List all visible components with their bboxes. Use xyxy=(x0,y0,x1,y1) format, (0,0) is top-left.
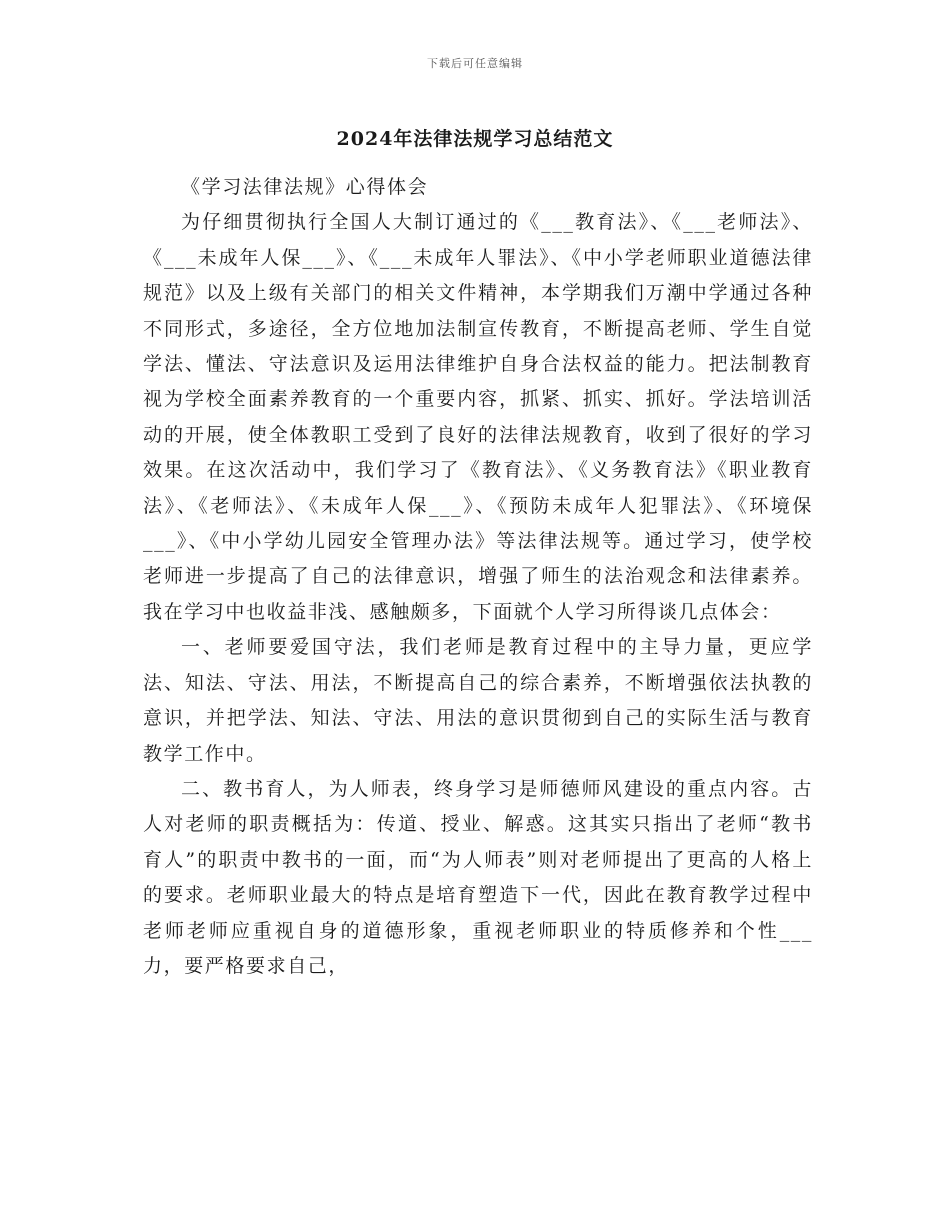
paragraph-intro: 为仔细贯彻执行全国人大制订通过的《___教育法》、《___老师法》、《___未成年人保___》、《___未成年人罪法》、《中小学老师职业道德法律规范》以及上级有关部门的相关文件精神，本学期我们万潮中学通过各种不同形式，多途径，全方位地加法制宣传教育，不断提高老师、学生自觉学法、懂法、守法意识及运用法律维护自身合法权益的能力。把法制教育视为学校全面素养教育的一个重要内容，抓紧、抓实、抓好。学法培训活动的开展，使全体教职工受到了良好的法律法规教育，收到了很好的学习效果。在这次活动中，我们学习了《教育法》、《义务教育法》《职业教育法》、《老师法》、《未成年人保___》、《预防未成年人犯罪法》、《环境保___》、《中小学幼儿园安全管理办法》等法律法规等。通过学习，使学校老师进一步提高了自己的法律意识，增强了师生的法治观念和法律素养。我在学习中也收益非浅、感触颇多，下面就个人学习所得谈几点体会： xyxy=(143,211,813,623)
paragraph-subtitle: 《学习法律法规》心得体会 xyxy=(181,176,429,198)
document-title: 2024年法律法规学习总结范文 xyxy=(336,128,614,150)
page-header-note: 下载后可任意编辑 xyxy=(427,57,523,70)
paragraph-point-two: 二、教书育人，为人师表，终身学习是师德师风建设的重点内容。古人对老师的职责概括为：传道、授业、解惑。这其实只指出了老师“教书育人”的职责中教书的一面，而“为人师表”则对老师提出了更高的人格上的要求。老师职业最大的特点是培育塑造下一代，因此在教育教学过程中老师老师应重视自身的道德形象，重视老师职业的特质修养和个性___力，要严格要求自己， xyxy=(143,777,813,977)
document-body xyxy=(143,170,813,984)
paragraph-point-one: 一、老师要爱国守法，我们老师是教育过程中的主导力量，更应学法、知法、守法、用法，不断提高自己的综合素养，不断增强依法执教的意识，并把学法、知法、守法、用法的意识贯彻到自己的实际生活与教育教学工作中。 xyxy=(143,636,813,765)
